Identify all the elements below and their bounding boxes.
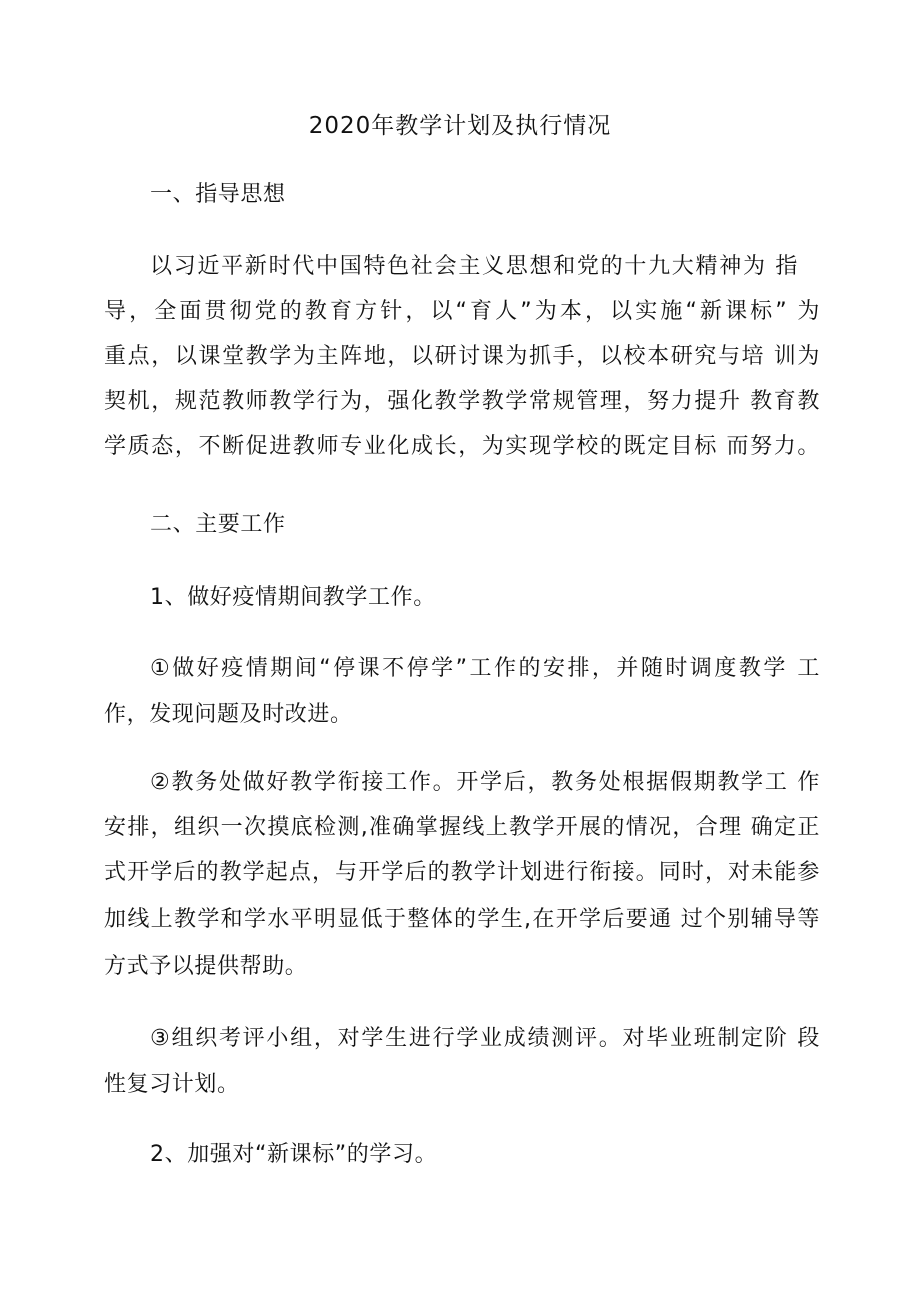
paragraph-line: 作，发现问题及时改进。 <box>104 702 353 727</box>
paragraph-line: 方式予以提供帮助。 <box>104 954 308 979</box>
document-title: 2020年教学计划及执行情况 <box>308 113 612 139</box>
paragraph-line: ①做好疫情期间“停课不停学”工作的安排，并随时调度教学 工 <box>150 656 820 681</box>
paragraph-line: 学质态，不断促进教师专业化成长，为实现学校的既定目标 而努力。 <box>104 434 820 459</box>
paragraph-line: ②教务处做好教学衔接工作。开学后，教务处根据假期教学工 作 <box>150 770 820 795</box>
item-heading: 2、加强对“新课标”的学习。 <box>150 1142 438 1167</box>
paragraph-line: 导，全面贯彻党的教育方针，以“育人”为本，以实施“新课标” 为 <box>104 299 820 324</box>
section-heading-main-work: 二、主要工作 <box>150 512 286 537</box>
paragraph-line: 安排，组织一次摸底检测,准确掌握线上教学开展的情况，合理 确定正 <box>104 815 820 840</box>
section-heading-guiding-ideology: 一、指导思想 <box>150 182 286 207</box>
paragraph-line: 重点，以课堂教学为主阵地，以研讨课为抓手，以校本研究与培 训为 <box>104 344 820 369</box>
paragraph-line: 式开学后的教学起点，与开学后的教学计划进行衔接。同时，对未能参 <box>104 860 820 885</box>
item-heading: 1、做好疫情期间教学工作。 <box>150 585 436 610</box>
paragraph-line: 以习近平新时代中国特色社会主义思想和党的十九大精神为 指 <box>150 254 798 279</box>
paragraph-line: 性复习计划。 <box>104 1072 240 1097</box>
paragraph-line: 契机，规范教师教学行为，强化教学教学常规管理，努力提升 教育教 <box>104 389 820 414</box>
paragraph-line: ③组织考评小组，对学生进行学业成绩测评。对毕业班制定阶 段 <box>150 1026 820 1051</box>
paragraph-line: 加线上教学和学水平明显低于整体的学生,在开学后要通 过个别辅导等 <box>104 907 820 932</box>
